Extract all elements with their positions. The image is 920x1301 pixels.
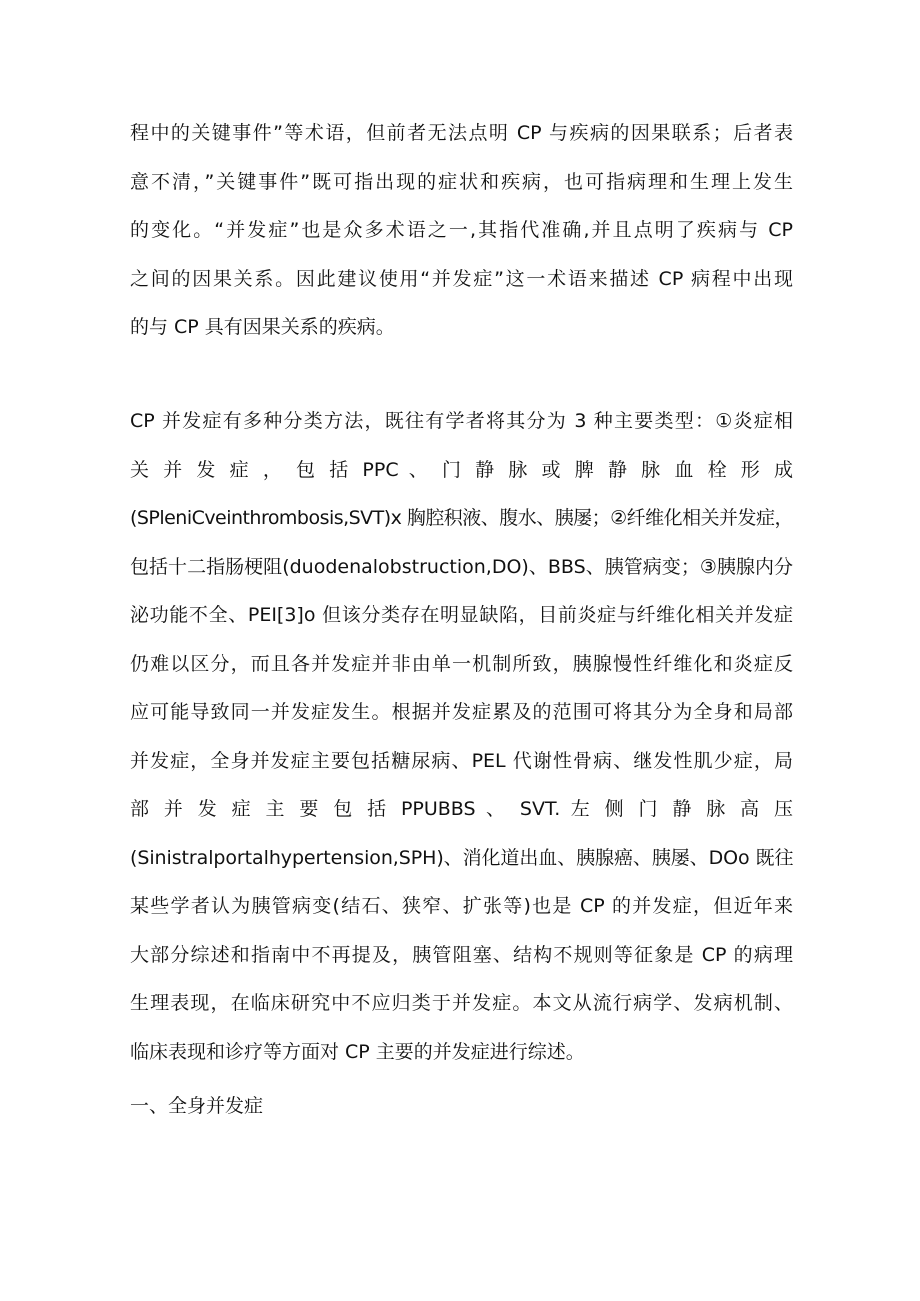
paragraph-line: 的变化。“并发症”也是众多术语之一,其指代准确,并且点明了疾病与 CP: [130, 219, 793, 241]
paragraph-line: 生理表现，在临床研究中不应归类于并发症。本文从流行病学、发病机制、: [130, 992, 793, 1014]
paragraph-line: 之间的因果关系。因此建议使用“并发症”这一术语来描述 CP 病程中出现: [130, 267, 793, 290]
paragraph-line: 意不清，”关键事件”既可指出现的症状和疾病，也可指病理和生理上发生: [130, 170, 793, 193]
paragraph-line: 程中的关键事件”等术语，但前者无法点明 CP 与疾病的因果联系；后者表: [130, 122, 793, 144]
paragraph-line: 某些学者认为胰管病变(结石、狭窄、扩张等)也是 CP 的并发症，但近年来: [130, 895, 793, 917]
paragraph-line: 并发症，全身并发症主要包括糖尿病、PEL 代谢性骨病、继发性肌少症，局: [130, 749, 793, 772]
paragraph-line: 关 并 发 症 ， 包 括 PPC 、 门 静 脉 或 脾 静 脉 血 栓 形 成: [130, 458, 793, 481]
paragraph-line: 包括十二指肠梗阻(duodenalobstruction,DO)、BBS、胰管病变；③胰腺内分: [130, 555, 793, 578]
section-heading: 一、全身并发症: [130, 1095, 264, 1117]
paragraph-2: [130, 397, 793, 1076]
paragraph-1: [130, 109, 793, 352]
paragraph-line: 应可能导致同一并发症发生。根据并发症累及的范围可将其分为全身和局部: [130, 701, 793, 723]
paragraph-line: 仍难以区分，而且各并发症并非由单一机制所致，胰腺慢性纤维化和炎症反: [130, 652, 793, 675]
paragraph-line: 大部分综述和指南中不再提及，胰管阻塞、结构不规则等征象是 CP 的病理: [130, 943, 793, 966]
paragraph-line: (SPleniCveinthrombosis,SVT)x 胸腔积液、腹水、胰屡；②纤维化相关并发症，: [130, 507, 793, 529]
paragraph-line: 部 并 发 症 主 要 包 括 PPUBBS 、 SVT. 左 侧 门 静 脉 高 压: [130, 798, 793, 820]
paragraph-line: 泌功能不全、PEI[3]o 但该分类存在明显缺陷，目前炎症与纤维化相关并发症: [130, 604, 793, 626]
paragraph-line: CP 并发症有多种分类方法，既往有学者将其分为 3 种主要类型：①炎症相: [130, 410, 793, 432]
paragraph-line: 的与 CP 具有因果关系的疾病。: [130, 316, 395, 338]
paragraph-line: 临床表现和诊疗等方面对 CP 主要的并发症进行综述。: [130, 1040, 585, 1063]
paragraph-line: (Sinistralportalhypertension,SPH)、消化道出血、胰腺癌、胰屡、DOo 既往: [130, 846, 794, 869]
